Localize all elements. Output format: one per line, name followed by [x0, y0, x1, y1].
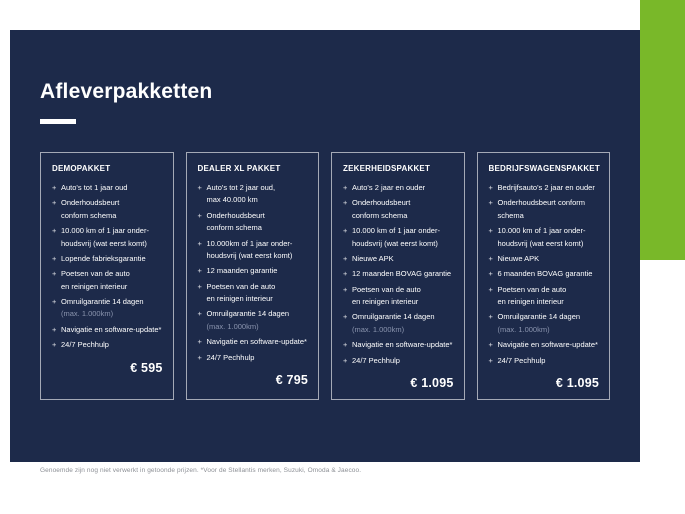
feature-text [498, 268, 593, 280]
plus-icon: + [197, 352, 202, 362]
feature-text-segment: Poetsen van de auto [352, 284, 421, 294]
feature-text-segment: Omruilgarantie 14 dagen [61, 297, 144, 306]
feature-text [207, 238, 293, 263]
feature-text-segment: Bedrijfsauto's 2 jaar en ouder [497, 183, 595, 192]
package-feature-list [343, 182, 454, 370]
plus-icon: + [52, 324, 57, 334]
feature-text-segment: Omruilgarantie 14 dagen [206, 309, 290, 319]
feature-text-segment: en reinigen interieur [497, 297, 564, 306]
feature-text-segment: en reinigen interieur [206, 294, 273, 303]
plus-icon: + [197, 266, 202, 276]
feature-text-segment: Onderhoudsbeurt conform [497, 198, 586, 208]
feature-text [352, 253, 394, 265]
feature-text-segment: Poetsen van de auto [497, 284, 567, 294]
feature-text-segment: Omruilgarantie 14 dagen [497, 312, 581, 322]
plus-icon: + [197, 281, 202, 291]
feature-text-segment: 24/7 Pechhulp [61, 340, 109, 350]
feature-text [352, 182, 425, 194]
feature-text-segment: Navigatie en software-update* [352, 340, 453, 350]
package-price: € 795 [275, 372, 308, 387]
package-feature [52, 225, 163, 250]
plus-icon: + [52, 198, 57, 208]
feature-text-segment: 10.000 km of 1 jaar onder- [352, 226, 440, 236]
package-feature [343, 225, 454, 250]
feature-text-segment: max 40.000 km [206, 195, 258, 205]
title-underline [40, 119, 76, 124]
package-feature [198, 265, 309, 277]
feature-text [207, 210, 265, 235]
package-feature [52, 197, 163, 222]
feature-text-segment: Poetsen van de auto [61, 269, 130, 279]
footnote: Genoemde zijn nog niet verwerkt in getoonde prijzen. *Voor de Stellantis merken, Suzuki, Omoda & Jaecoo. [40, 467, 362, 474]
feature-text-segment: Nieuwe APK [352, 253, 394, 263]
feature-text-segment: Onderhoudsbeurt [206, 210, 265, 220]
plus-icon: + [343, 312, 348, 322]
feature-text-segment: Auto's tot 2 jaar oud, [206, 183, 276, 192]
plus-icon: + [488, 253, 493, 263]
package-card [331, 152, 465, 400]
package-feature [198, 238, 309, 263]
package-title: BEDRIJFSWAGENSPAKKET [488, 164, 600, 173]
package-feature-list [198, 182, 309, 367]
plus-icon: + [488, 355, 493, 365]
feature-text [352, 284, 421, 309]
feature-text-segment: 10.000km of 1 jaar onder- [206, 238, 293, 248]
green-accent-bar [640, 0, 685, 260]
package-feature [52, 339, 163, 351]
package-feature [343, 268, 454, 280]
plus-icon: + [488, 226, 493, 236]
feature-text-segment: Onderhoudsbeurt [61, 198, 120, 208]
package-feature [489, 339, 600, 351]
plus-icon: + [488, 340, 493, 350]
feature-text [352, 339, 452, 351]
feature-text-segment: 24/7 Pechhulp [497, 355, 546, 365]
feature-text-segment: Navigatie en software-update* [61, 324, 162, 334]
feature-text [207, 352, 255, 364]
feature-text-segment: houdsvrij (wat eerst komt) [206, 250, 293, 260]
feature-text-segment: 24/7 Pechhulp [352, 355, 400, 365]
package-feature-list [489, 182, 600, 370]
feature-text-segment: schema [497, 210, 524, 220]
plus-icon: + [488, 312, 493, 322]
package-feature [343, 311, 454, 336]
package-feature [489, 197, 600, 222]
feature-text [352, 197, 410, 222]
package-feature [343, 253, 454, 265]
package-feature [198, 182, 309, 207]
page-title: Afleverpakketten [40, 80, 213, 103]
package-feature [489, 284, 600, 309]
feature-text [498, 225, 586, 250]
plus-icon: + [343, 183, 348, 192]
feature-text-segment: (max. 1.000km) [206, 321, 259, 331]
feature-text [352, 225, 440, 250]
feature-text [61, 253, 146, 265]
plus-icon: + [488, 269, 493, 279]
package-feature [52, 296, 163, 321]
feature-text-segment: en reinigen interieur [352, 297, 419, 306]
feature-text-segment: conform schema [352, 210, 408, 220]
feature-text [207, 308, 290, 333]
package-price: € 1.095 [555, 375, 599, 390]
package-card [477, 152, 611, 400]
feature-text [498, 311, 581, 336]
plus-icon: + [343, 226, 348, 236]
plus-icon: + [197, 210, 202, 220]
feature-text [207, 182, 276, 207]
feature-text-segment: conform schema [206, 223, 262, 233]
plus-icon: + [343, 284, 348, 294]
plus-icon: + [488, 183, 493, 192]
feature-text-segment: 6 maanden BOVAG garantie [497, 269, 593, 279]
feature-text [61, 324, 161, 336]
package-feature [489, 253, 600, 265]
feature-text-segment: 12 maanden BOVAG garantie [352, 269, 452, 279]
plus-icon: + [343, 253, 348, 263]
feature-text-segment: Omruilgarantie 14 dagen [352, 312, 435, 322]
package-feature [343, 197, 454, 222]
package-feature [489, 268, 600, 280]
feature-text-segment: houdsvrij (wat eerst komt) [61, 238, 147, 248]
feature-text-segment: (max. 1.000km) [352, 324, 405, 334]
feature-text [61, 296, 144, 321]
package-feature [489, 311, 600, 336]
feature-text-segment: Auto's 2 jaar en ouder [352, 183, 426, 192]
packages-panel [10, 30, 640, 462]
feature-text-segment: Navigatie en software-update* [497, 340, 598, 350]
feature-text [498, 284, 567, 309]
plus-icon: + [488, 284, 493, 294]
feature-text [352, 268, 451, 280]
feature-text-segment: en reinigen interieur [61, 281, 128, 291]
package-price: € 1.095 [410, 375, 454, 390]
plus-icon: + [197, 238, 202, 248]
package-feature [52, 324, 163, 336]
package-feature [343, 355, 454, 367]
package-feature [198, 336, 309, 348]
plus-icon: + [52, 297, 57, 306]
feature-text [61, 339, 109, 351]
feature-text-segment: Auto's tot 1 jaar oud [61, 183, 128, 192]
package-title: DEMOPAKKET [52, 164, 111, 173]
feature-text [61, 268, 130, 293]
plus-icon: + [52, 183, 57, 192]
package-feature [52, 253, 163, 265]
feature-text [498, 339, 598, 351]
package-cards [40, 152, 610, 400]
feature-text [352, 355, 400, 367]
plus-icon: + [52, 269, 57, 279]
feature-text-segment: houdsvrij (wat eerst komt) [497, 238, 584, 248]
plus-icon: + [343, 355, 348, 365]
feature-text-segment: Navigatie en software-update* [206, 337, 307, 347]
feature-text [498, 355, 546, 367]
plus-icon: + [197, 183, 202, 192]
feature-text-segment: conform schema [61, 210, 117, 220]
package-feature [489, 225, 600, 250]
package-feature [343, 284, 454, 309]
feature-text-segment: (max. 1.000km) [497, 324, 550, 334]
package-feature [489, 355, 600, 367]
package-feature-list [52, 182, 163, 355]
feature-text [207, 265, 278, 277]
feature-text [498, 182, 595, 194]
package-feature [343, 339, 454, 351]
package-title: ZEKERHEIDSPAKKET [343, 164, 431, 173]
package-feature [343, 182, 454, 194]
package-feature [52, 182, 163, 194]
feature-text-segment: Nieuwe APK [497, 253, 540, 263]
feature-text [207, 281, 276, 306]
plus-icon: + [52, 253, 57, 263]
plus-icon: + [488, 198, 493, 208]
feature-text [498, 197, 586, 222]
feature-text-segment: 10.000 km of 1 jaar onder- [61, 226, 149, 236]
package-feature [489, 182, 600, 194]
plus-icon: + [343, 340, 348, 350]
feature-text [61, 182, 127, 194]
feature-text [207, 336, 307, 348]
feature-text-segment: houdsvrij (wat eerst komt) [352, 238, 438, 248]
package-feature [198, 352, 309, 364]
feature-text-segment: 24/7 Pechhulp [206, 352, 255, 362]
package-title: DEALER XL PAKKET [197, 164, 281, 173]
feature-text-segment: Poetsen van de auto [206, 281, 276, 291]
package-card [186, 152, 320, 400]
feature-text [61, 225, 149, 250]
package-feature [198, 281, 309, 306]
plus-icon: + [343, 269, 348, 279]
plus-icon: + [52, 226, 57, 236]
package-feature [52, 268, 163, 293]
package-price: € 595 [130, 360, 163, 375]
feature-text-segment: Onderhoudsbeurt [352, 198, 411, 208]
package-feature [198, 210, 309, 235]
plus-icon: + [197, 309, 202, 319]
feature-text-segment: (max. 1.000km) [61, 309, 114, 319]
feature-text [498, 253, 540, 265]
plus-icon: + [197, 337, 202, 347]
package-feature [198, 308, 309, 333]
feature-text-segment: Lopende fabrieksgarantie [61, 253, 146, 263]
plus-icon: + [52, 340, 57, 350]
feature-text [352, 311, 435, 336]
feature-text [61, 197, 119, 222]
package-card [40, 152, 174, 400]
feature-text-segment: 12 maanden garantie [206, 266, 278, 276]
plus-icon: + [343, 198, 348, 208]
feature-text-segment: 10.000 km of 1 jaar onder- [497, 226, 586, 236]
